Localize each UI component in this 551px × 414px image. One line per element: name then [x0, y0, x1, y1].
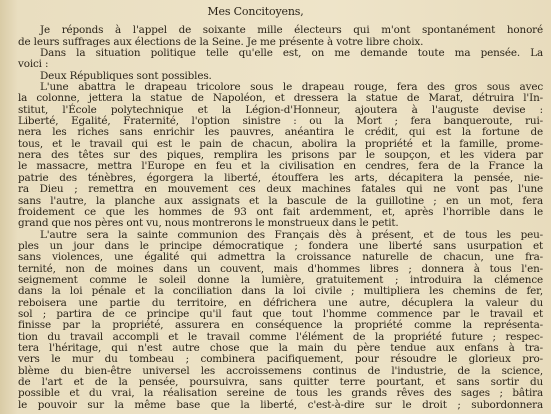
text-line: vers le mur du tombeau ; combinera pacifiquement, pour résoudre le glorieux pro-: [18, 353, 543, 366]
text-line: ternité, non de moines dans un couvent, mais d'hommes libres ; donnera à tous l'en-: [18, 262, 543, 275]
text-line: nera des têtes sur des piques, remplira les prisons par le soupçon, et les videra par: [18, 149, 543, 162]
text-line: blème du bien-être universel les accroissemens continus de l'industrie, de la science,: [18, 364, 543, 377]
text-line: Liberté, Egalité, Fraternité, l'option sinistre : ou la Mort ; fera banqueroute, rui-: [18, 115, 543, 128]
text-line: patrie des ténèbres, égorgera la liberté, étouffera les arts, décapitera la pensée, nie-: [18, 171, 543, 184]
text-line: la colonne, jettera la statue de Napoléon, et dressera la statue de Marat, détruira l'In-: [18, 92, 543, 105]
text-line: sans l'autre, la planche aux assignats et la bascule de la guillotine ; en un mot, fera: [18, 194, 543, 207]
text-line: tera l'héritage, qui n'est autre chose que la main du père tendue aux enfans à tra-: [18, 341, 543, 354]
body-text: [18, 25, 543, 411]
text-line: sans violences, une égalité qui admettra la croissance naturelle de chacun, une fra-: [18, 251, 543, 264]
text-line: tion du travail accompli et le travail comme l'élément de la propriété future ; respec-: [18, 330, 543, 343]
text-line: Deux Républiques sont possibles.: [40, 69, 212, 82]
text-line: Je réponds à l'appel de soixante mille électeurs qui m'ont spontanément honoré: [40, 24, 543, 37]
text-line: ples un jour dans le principe démocratique ; fondera une liberté sans usurpation et: [18, 239, 543, 252]
text-line: L'une abattra le drapeau tricolore sous le drapeau rouge, fera des gros sous avec: [40, 81, 543, 94]
text-line: le pouvoir sur la même base que la liberté, c'est-à-dire sur le droit ; subordonnera: [18, 398, 543, 411]
text-line: ra Dieu ; remettra en mouvement ces deux machines fatales qui ne vont pas l'une: [18, 183, 543, 196]
text-line: L'autre sera la sainte communion des Français dès à présent, et de tous les peu-: [40, 228, 543, 241]
text-line: stitut, l'École polytechnique et la Légion-d'Honneur, ajoutera à l'auguste devise :: [18, 103, 543, 116]
text-line: dans la loi pénale et la conciliation dans la loi civile ; multipliera les chemins de fer,: [18, 285, 543, 298]
text-line: voici :: [18, 58, 49, 71]
text-line: le massacre, mettra l'Europe en feu et la civilisation en cendres, fera de la France la: [18, 160, 543, 173]
salutation: Mes Concitoyens,: [207, 5, 304, 18]
text-line: de leurs suffrages aux élections de la Seine. Je me présente à votre libre choix.: [18, 35, 424, 48]
text-line: grand que nos pères ont vu, nous montrerons le monstrueux dans le petit.: [18, 217, 399, 230]
text-line: froidement ce que les hommes de 93 ont fait ardemment, et, après l'horrible dans le: [18, 205, 543, 218]
text-line: seignement comme le soleil donne la lumière, gratuitement ; introduira la clémence: [18, 273, 543, 286]
text-line: possible et du vrai, la réalisation sereine de tous les grands rêves des sages ; bâtira: [18, 387, 543, 400]
text-column: [18, 6, 543, 411]
text-line: sol ; partira de ce principe qu'il faut que tout l'homme commence par le travail et: [18, 307, 543, 320]
text-line: reboisera une partie du territoire, en défrichera une autre, décuplera la valeur du: [18, 296, 543, 309]
text-line: finisse par la propriété, assurera en conséquence la propriété comme la représenta-: [18, 319, 543, 332]
text-line: tous, et le travail qui est le pain de chacun, abolira la propriété et la famille, prome-: [18, 137, 543, 150]
text-line: nera les riches sans enrichir les pauvres, anéantira le crédit, qui est la fortune de: [18, 126, 543, 139]
text-line: Dans la situation politique telle qu'elle est, on me demande toute ma pensée. La: [40, 47, 543, 60]
text-line: de l'art et de la pensée, poursuivra, sans quitter terre pourtant, et sans sortir du: [18, 376, 543, 388]
